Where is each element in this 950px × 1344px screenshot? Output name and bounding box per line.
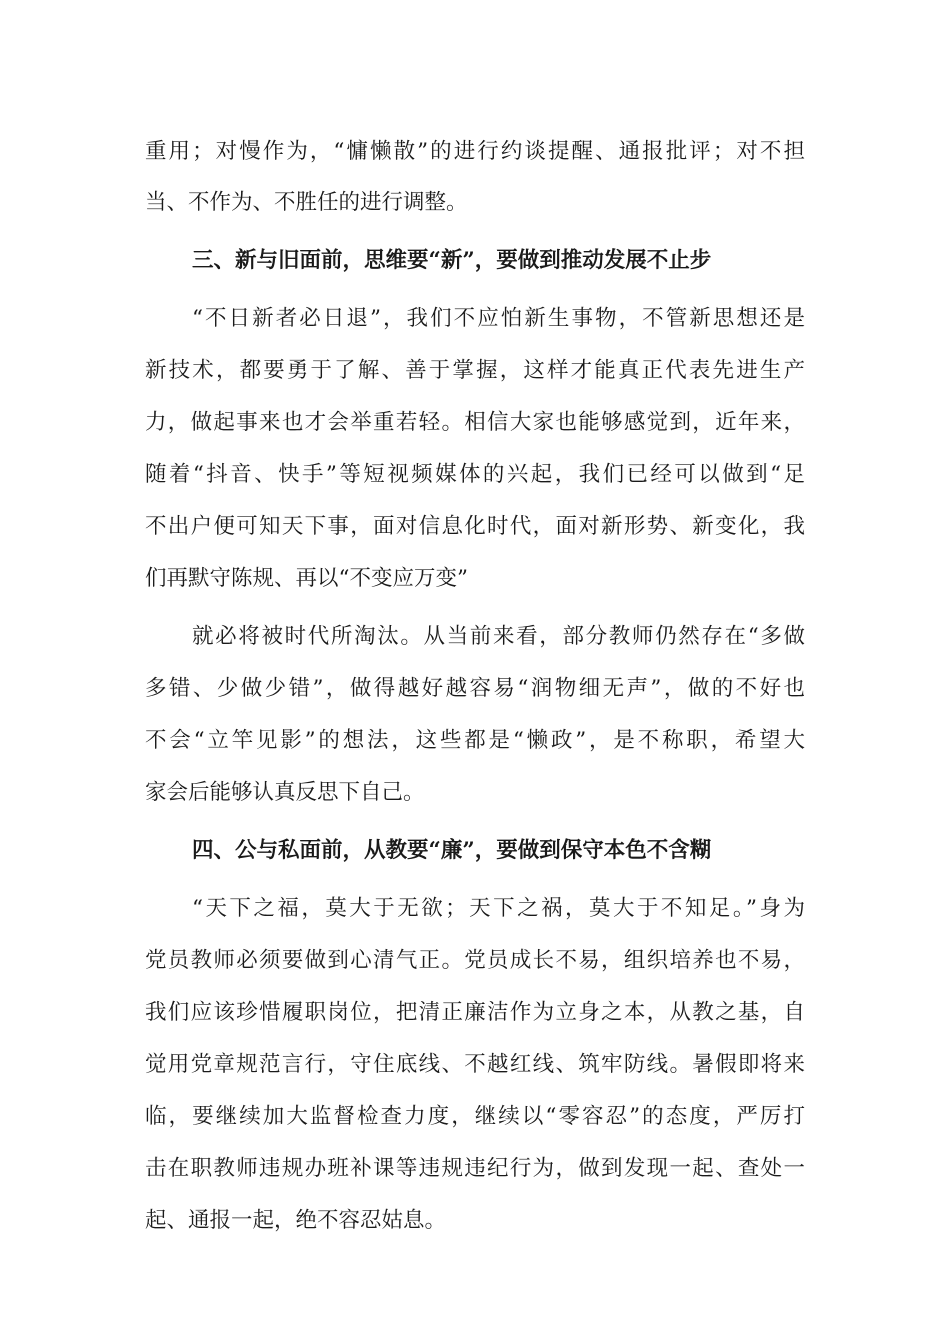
section-heading-3: 三、新与旧面前，思维要“新”，要做到推动发展不止步 [192, 248, 712, 273]
paragraph-4-line-4: 觉用党章规范言行，守住底线、不越红线、筑牢防线。暑假即将来 [145, 1052, 805, 1077]
paragraph-3-line-3: 不会“立竿见影”的想法，这些都是“懒政”，是不称职，希望大 [145, 728, 805, 753]
paragraph-4-line-5: 临，要继续加大监督检查力度，继续以“零容忍”的态度，严厉打 [145, 1104, 805, 1129]
paragraph-4-line-7: 起、通报一起，绝不容忍姑息。 [145, 1208, 447, 1233]
paragraph-4-line-1: “天下之福，莫大于无欲；天下之祸，莫大于不知足。”身为 [192, 896, 805, 921]
section-heading-4: 四、公与私面前，从教要“廉”，要做到保守本色不含糊 [192, 838, 712, 863]
paragraph-3-line-1: 就必将被时代所淘汰。从当前来看，部分教师仍然存在“多做 [192, 624, 805, 649]
paragraph-4-line-3: 我们应该珍惜履职岗位，把清正廉洁作为立身之本，从教之基，自 [145, 1000, 805, 1025]
paragraph-2-line-6: 们再默守陈规、再以“不变应万变” [145, 566, 468, 591]
paragraph-3-line-2: 多错、少做少错”，做得越好越容易“润物细无声”，做的不好也 [145, 676, 805, 701]
paragraph-2-line-3: 力，做起事来也才会举重若轻。相信大家也能够感觉到，近年来， [145, 410, 805, 435]
paragraph-3-line-4: 家会后能够认真反思下自己。 [145, 780, 425, 805]
paragraph-4-line-6: 击在职教师违规办班补课等违规违纪行为，做到发现一起、查处一 [145, 1156, 805, 1181]
paragraph-1-line-2: 当、不作为、不胜任的进行调整。 [145, 190, 468, 215]
paragraph-2-line-1: “不日新者必日退”，我们不应怕新生事物，不管新思想还是 [192, 306, 805, 331]
paragraph-2-line-5: 不出户便可知天下事，面对信息化时代，面对新形势、新变化，我 [145, 514, 805, 539]
paragraph-1-line-1: 重用；对慢作为，“慵懒散”的进行约谈提醒、通报批评；对不担 [145, 139, 805, 164]
paragraph-4-line-2: 党员教师必须要做到心清气正。党员成长不易，组织培养也不易， [145, 948, 805, 973]
paragraph-2-line-4: 随着“抖音、快手”等短视频媒体的兴起，我们已经可以做到“足 [145, 462, 805, 487]
paragraph-2-line-2: 新技术，都要勇于了解、善于掌握，这样才能真正代表先进生产 [145, 358, 805, 383]
